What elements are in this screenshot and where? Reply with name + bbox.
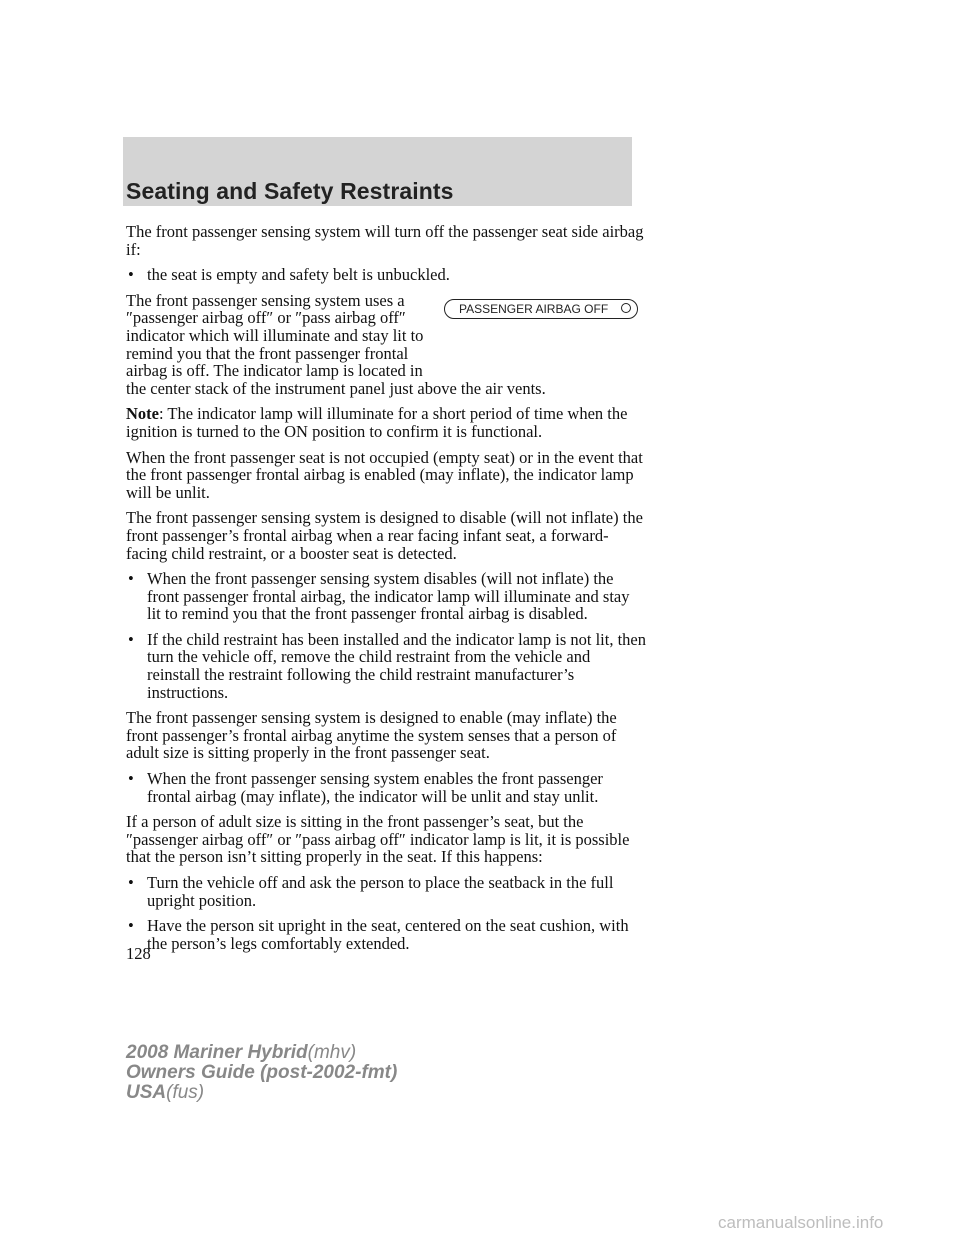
paragraph: The front passenger sensing system will turn off the passenger seat side airbag if: bbox=[126, 222, 644, 259]
bullet-item bbox=[126, 266, 646, 284]
footer-model: 2008 Mariner Hybrid bbox=[126, 1042, 308, 1063]
bullet-text: If the child restraint has been installed and the indicator lamp is not lit, then turn the vehicle off, remove the child restraint from the vehicle and reinstall the restraint following the child restraint manufacturer’s instructions. bbox=[147, 629, 646, 702]
paragraph: If a person of adult size is sitting in the front passenger’s seat, but the ″passenger airbag off″ or ″pass airbag off″ indicator lamp is lit, it is possible that the person isn’t sitting properly in the seat. If this happens: bbox=[126, 812, 630, 867]
bullet-text: Have the person sit upright in the seat, centered on the seat cushion, with the person’s legs comfortably extended. bbox=[147, 916, 629, 953]
bullet-text: Turn the vehicle off and ask the person to place the seatback in the full upright position. bbox=[147, 873, 614, 910]
bullet-item bbox=[126, 770, 646, 805]
watermark-link[interactable]: carmanualsonline.info bbox=[718, 1213, 884, 1232]
bullet-icon: • bbox=[128, 769, 134, 789]
bullet-item bbox=[126, 631, 646, 701]
indicator-label: PASSENGER AIRBAG OFF bbox=[459, 301, 609, 316]
note-paragraph bbox=[126, 405, 646, 440]
bullet-icon: • bbox=[128, 629, 134, 649]
footer-line bbox=[126, 1083, 397, 1103]
paragraph: The front passenger sensing system uses a ″passenger airbag off″ or ″pass airbag off″ indicator which will illuminate and stay lit to remind you that the front passenger frontal airbag is off. The indicator lamp is located in the center stack of the instrument panel just above the air vents. bbox=[126, 290, 546, 398]
bullet-icon: • bbox=[128, 916, 134, 936]
bullet-item bbox=[126, 874, 646, 909]
bullet-item bbox=[126, 917, 646, 952]
bullet-text: When the front passenger sensing system enables the front passenger frontal airbag (may inflate), the indicator will be unlit and stay unlit. bbox=[147, 769, 603, 806]
page-number: 128 bbox=[126, 944, 151, 963]
bullet-text: the seat is empty and safety belt is unbuckled. bbox=[147, 265, 450, 285]
footer-market-code: (fus) bbox=[166, 1082, 205, 1103]
bullet-icon: • bbox=[128, 569, 134, 589]
footer-guide: Owners Guide (post-2002-fmt) bbox=[126, 1062, 398, 1083]
bullet-icon: • bbox=[128, 873, 134, 892]
paragraph: The front passenger sensing system is designed to disable (will not inflate) the front passenger’s frontal airbag when a rear facing infant seat, a forward-facing child restraint, or a booster seat is detected. bbox=[126, 508, 643, 563]
body-content bbox=[126, 223, 646, 960]
footer-market: USA bbox=[126, 1082, 167, 1103]
footer-line bbox=[126, 1063, 397, 1083]
footer-line bbox=[126, 1043, 397, 1063]
note-label: Note bbox=[126, 404, 159, 424]
indicator-lamp-figure bbox=[434, 292, 646, 372]
document-footer bbox=[126, 1043, 397, 1103]
bullet-item bbox=[126, 570, 646, 623]
paragraph: When the front passenger seat is not occupied (empty seat) or in the event that the front passenger frontal airbag is enabled (may inflate), the indicator lamp will be unlit. bbox=[126, 447, 643, 502]
indicator-dot-icon bbox=[621, 303, 631, 313]
bullet-icon: • bbox=[128, 265, 134, 285]
passenger-airbag-off-indicator bbox=[444, 299, 638, 319]
footer-model-code: (mhv) bbox=[307, 1042, 357, 1063]
note-text: : The indicator lamp will illuminate for a short period of time when the ignition is turned to the ON position to confirm it is functional. bbox=[126, 404, 628, 441]
bullet-text: When the front passenger sensing system disables (will not inflate) the front passenger frontal airbag, the indicator lamp will illuminate and stay lit to remind you that the front passenger frontal airbag is disabled. bbox=[147, 569, 630, 624]
paragraph: The front passenger sensing system is designed to enable (may inflate) the front passenger’s frontal airbag anytime the system senses that a person of adult size is sitting properly in the front passenger seat. bbox=[126, 708, 617, 763]
section-title: Seating and Safety Restraints bbox=[126, 178, 454, 204]
